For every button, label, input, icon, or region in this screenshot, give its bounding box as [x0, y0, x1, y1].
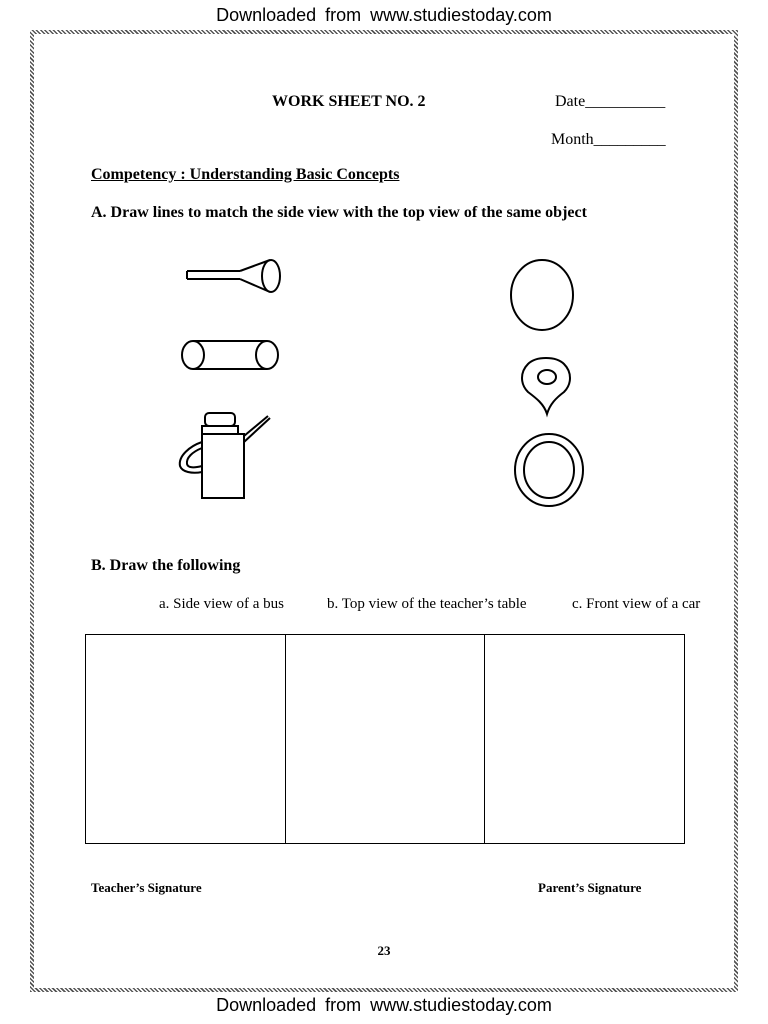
- drawing-box-car[interactable]: [485, 635, 684, 843]
- date-field: Date__________: [555, 93, 666, 110]
- parent-signature-label: Parent’s Signature: [538, 880, 642, 895]
- task-c-label: c. Front view of a car: [572, 596, 701, 612]
- drawing-box-bus[interactable]: [86, 635, 286, 843]
- download-banner-bottom: Downloaded from www.studiestoday.com: [216, 995, 552, 1015]
- funnel-icon: [180, 255, 290, 301]
- section-b-heading: B. Draw the following: [91, 557, 241, 574]
- double-ring-icon: [512, 432, 587, 510]
- worksheet-title: WORK SHEET NO. 2: [272, 93, 426, 110]
- competency-heading: Competency : Understanding Basic Concepts: [91, 166, 400, 183]
- drawing-box-table[interactable]: [286, 635, 486, 843]
- task-a-label: a. Side view of a bus: [159, 596, 284, 612]
- teacher-signature-label: Teacher’s Signature: [91, 880, 202, 895]
- page-number: 23: [377, 943, 391, 958]
- drop-ring-icon: [518, 350, 578, 420]
- month-field: Month_________: [551, 131, 666, 148]
- oil-can-icon: [172, 408, 282, 504]
- task-b-label: b. Top view of the teacher’s table: [327, 596, 527, 612]
- download-banner-top: Downloaded from www.studiestoday.com: [216, 5, 552, 25]
- cylinder-icon: [175, 335, 285, 375]
- drawing-boxes: [85, 634, 685, 844]
- oval-icon: [508, 258, 578, 334]
- section-a-instruction: A. Draw lines to match the side view with the top view of the same object: [91, 204, 587, 221]
